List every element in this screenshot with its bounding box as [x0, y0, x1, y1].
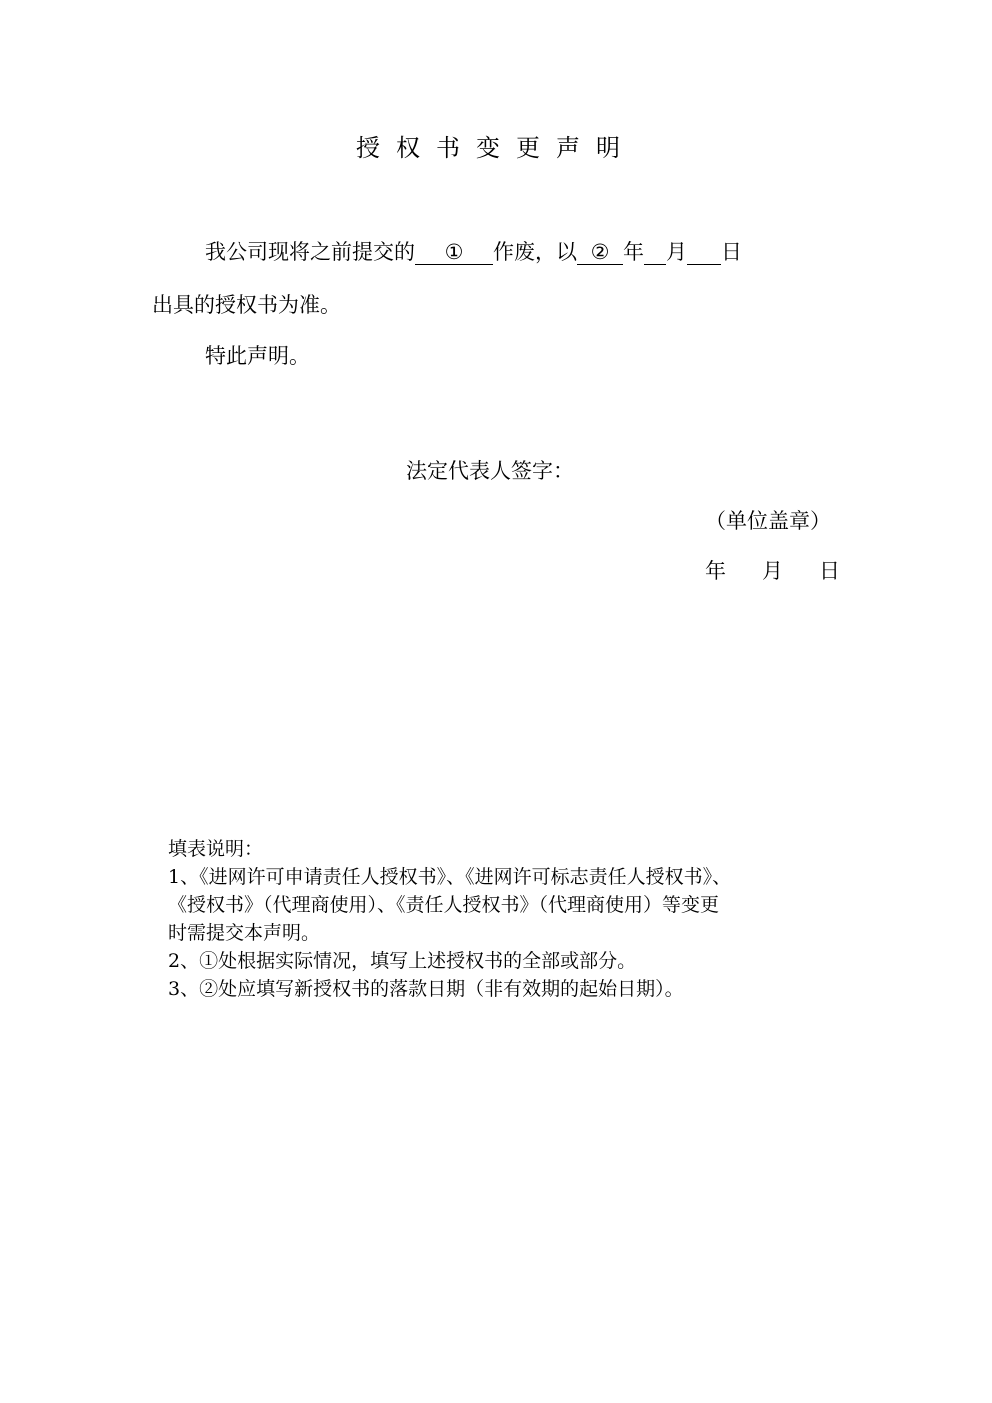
blank-field-2[interactable] [577, 241, 623, 265]
notes-heading: 填表说明： [168, 838, 264, 860]
day-label: 日 [721, 240, 742, 264]
notes-item: 1、《进网许可申请责任人授权书》、《进网许可标志责任人授权书》、 [168, 866, 732, 888]
notes-section [168, 835, 731, 1003]
paragraph-declaration: 特此声明。 [205, 344, 310, 368]
date-year: 年 [705, 559, 726, 583]
date-month: 月 [762, 559, 783, 583]
blank-marker-2: ② [590, 240, 610, 264]
month-blank[interactable] [644, 241, 666, 265]
paragraph-text: 作废，以 [493, 240, 577, 264]
day-blank[interactable] [687, 241, 721, 265]
document-title: 授权书变更声明 [356, 134, 636, 162]
notes-item: 3、②处应填写新授权书的落款日期（非有效期的起始日期）。 [168, 978, 684, 1000]
notes-item: 2、①处根据实际情况，填写上述授权书的全部或部分。 [168, 950, 637, 972]
notes-item: 《授权书》（代理商使用）、《责任人授权书》（代理商使用）等变更 [168, 894, 720, 916]
paragraph-line-2: 出具的授权书为准。 [152, 293, 341, 317]
year-label: 年 [623, 240, 644, 264]
signature-label: 法定代表人签字： [406, 459, 574, 483]
date-line [705, 555, 840, 585]
paragraph-text: 我公司现将之前提交的 [205, 240, 415, 264]
seal-label: （单位盖章） [705, 509, 831, 533]
month-label: 月 [666, 240, 687, 264]
blank-marker-1: ① [444, 240, 464, 264]
date-day: 日 [819, 559, 840, 583]
blank-field-1[interactable] [415, 241, 493, 265]
paragraph-line-1 [205, 236, 742, 266]
notes-item: 时需提交本声明。 [168, 922, 321, 944]
